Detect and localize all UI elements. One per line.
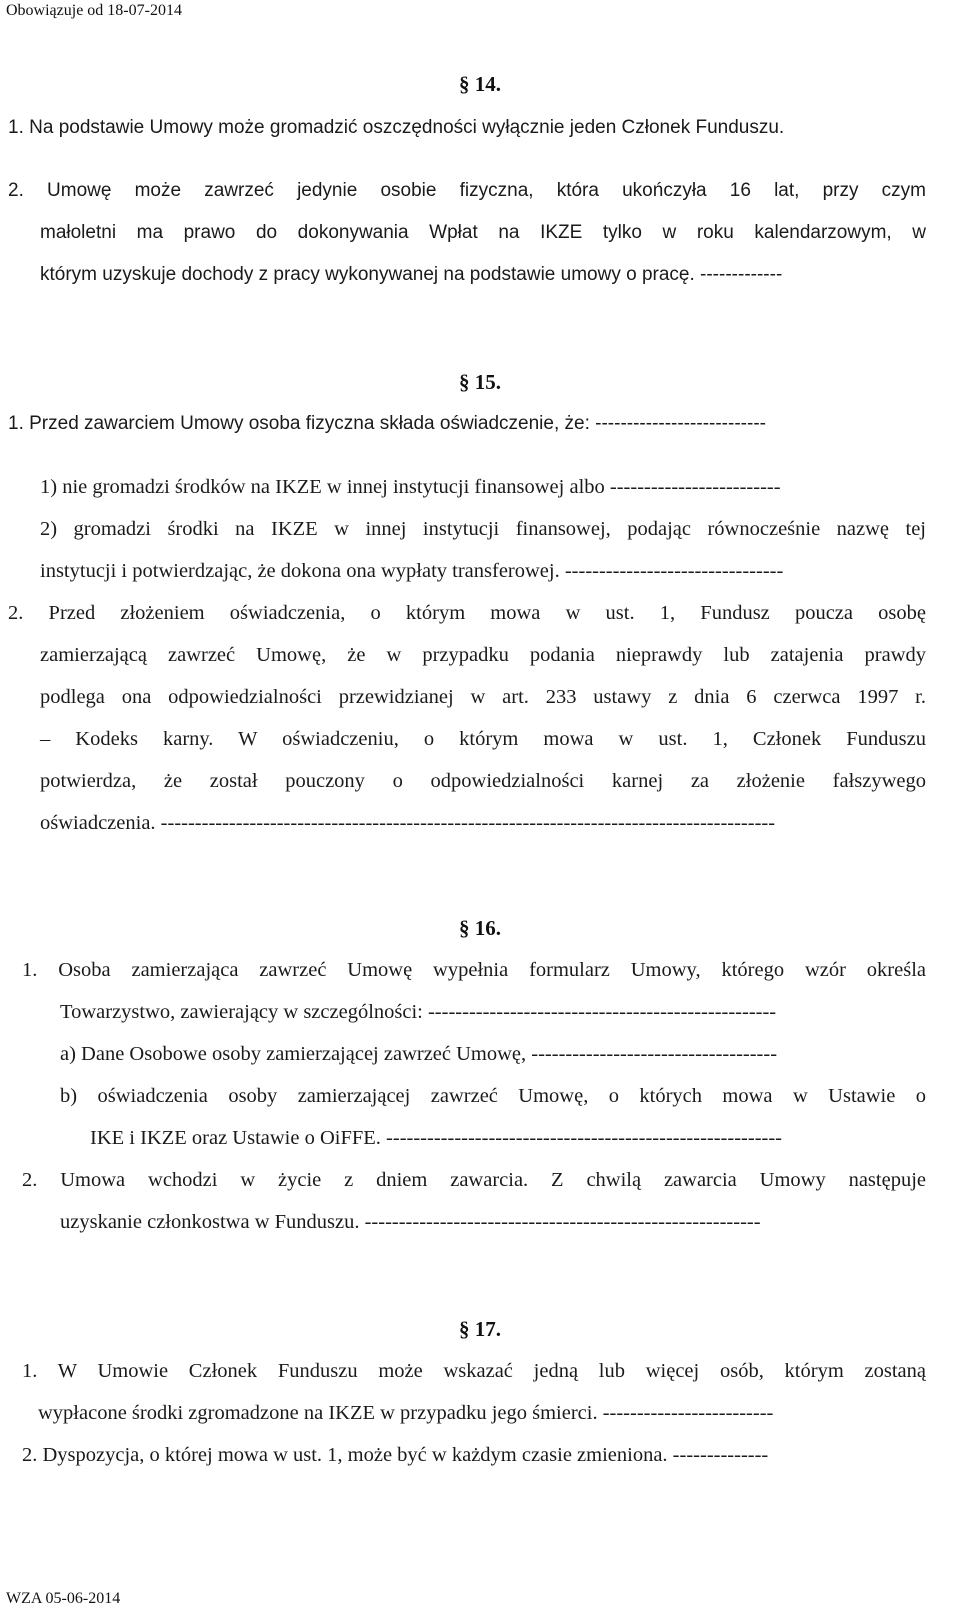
s15-para-2-line-6: oświadczenia. ------------------------------------------------------------------------------------------: [40, 812, 776, 834]
s15-para-2-line-4: – Kodeks karny. W oświadczeniu, o którym mowa w ust. 1, Członek Funduszu: [40, 728, 926, 750]
s15-item-2-line-2: instytucji i potwierdzając, że dokona ona wypłaty transferowej. --------------------------------: [40, 560, 784, 582]
s17-para-2: 2. Dyspozycja, o której mowa w ust. 1, może być w każdym czasie zmieniona. --------------: [22, 1444, 769, 1466]
s14-para-1: 1. Na podstawie Umowy może gromadzić oszczędności wyłącznie jeden Członek Funduszu.: [8, 117, 785, 138]
s15-para-2-line-3: podlega ona odpowiedzialności przewidzianej w art. 233 ustawy z dnia 6 czerwca 1997 r.: [40, 686, 926, 708]
s16-item-a: a) Dane Osobowe osoby zamierzającej zawrzeć Umowę, ------------------------------------: [60, 1043, 778, 1065]
s14-para-2-line-1: 2. Umowę może zawrzeć jedynie osobie fizyczna, która ukończyła 16 lat, przy czym: [8, 180, 926, 201]
s16-item-b-line-2: IKE i IKZE oraz Ustawie o OiFFE. ----------------------------------------------------------: [90, 1127, 782, 1149]
s17-para-1-line-1: 1. W Umowie Członek Funduszu może wskazać jedną lub więcej osób, którym zostaną: [22, 1360, 926, 1382]
section-14-heading: § 14.: [459, 72, 501, 96]
s15-para-1: 1. Przed zawarciem Umowy osoba fizyczna składa oświadczenie, że: ---------------------------: [8, 413, 766, 434]
s16-para-2-line-2: uzyskanie członkostwa w Funduszu. ----------------------------------------------------------: [60, 1211, 761, 1233]
section-17-heading: § 17.: [459, 1317, 501, 1341]
s15-item-1: 1) nie gromadzi środków na IKZE w innej instytucji finansowej albo -------------------------: [40, 476, 781, 498]
s15-item-2-line-1: 2) gromadzi środki na IKZE w innej instytucji finansowej, podając równocześnie nazwę tej: [40, 518, 926, 540]
s15-para-2-line-5: potwierdza, że został pouczony o odpowiedzialności karnej za złożenie fałszywego: [40, 770, 926, 792]
s15-para-2-line-2: zamierzającą zawrzeć Umowę, że w przypadku podania nieprawdy lub zatajenia prawdy: [40, 644, 926, 666]
page-footer: WZA 05-06-2014: [6, 1590, 121, 1607]
s16-para-1-line-2: Towarzystwo, zawierający w szczególności: ---------------------------------------------------: [60, 1001, 777, 1023]
section-16-heading: § 16.: [459, 916, 501, 940]
s16-item-b-line-1: b) oświadczenia osoby zamierzającej zawrzeć Umowę, o których mowa w Ustawie o: [60, 1085, 926, 1107]
page-header: Obowiązuje od 18-07-2014: [6, 2, 182, 19]
s17-para-1-line-2: wypłacone środki zgromadzone na IKZE w przypadku jego śmierci. -------------------------: [38, 1402, 774, 1424]
s16-para-2-line-1: 2. Umowa wchodzi w życie z dniem zawarcia. Z chwilą zawarcia Umowy następuje: [22, 1169, 926, 1191]
section-15-heading: § 15.: [459, 370, 501, 394]
s14-para-2-line-3: którym uzyskuje dochody z pracy wykonywanej na podstawie umowy o pracę. -------------: [40, 264, 783, 285]
s16-para-1-line-1: 1. Osoba zamierzająca zawrzeć Umowę wypełnia formularz Umowy, którego wzór określa: [22, 959, 926, 981]
s14-para-2-line-2: małoletni ma prawo do dokonywania Wpłat na IKZE tylko w roku kalendarzowym, w: [40, 222, 926, 243]
s15-para-2-line-1: 2. Przed złożeniem oświadczenia, o którym mowa w ust. 1, Fundusz poucza osobę: [8, 602, 926, 624]
